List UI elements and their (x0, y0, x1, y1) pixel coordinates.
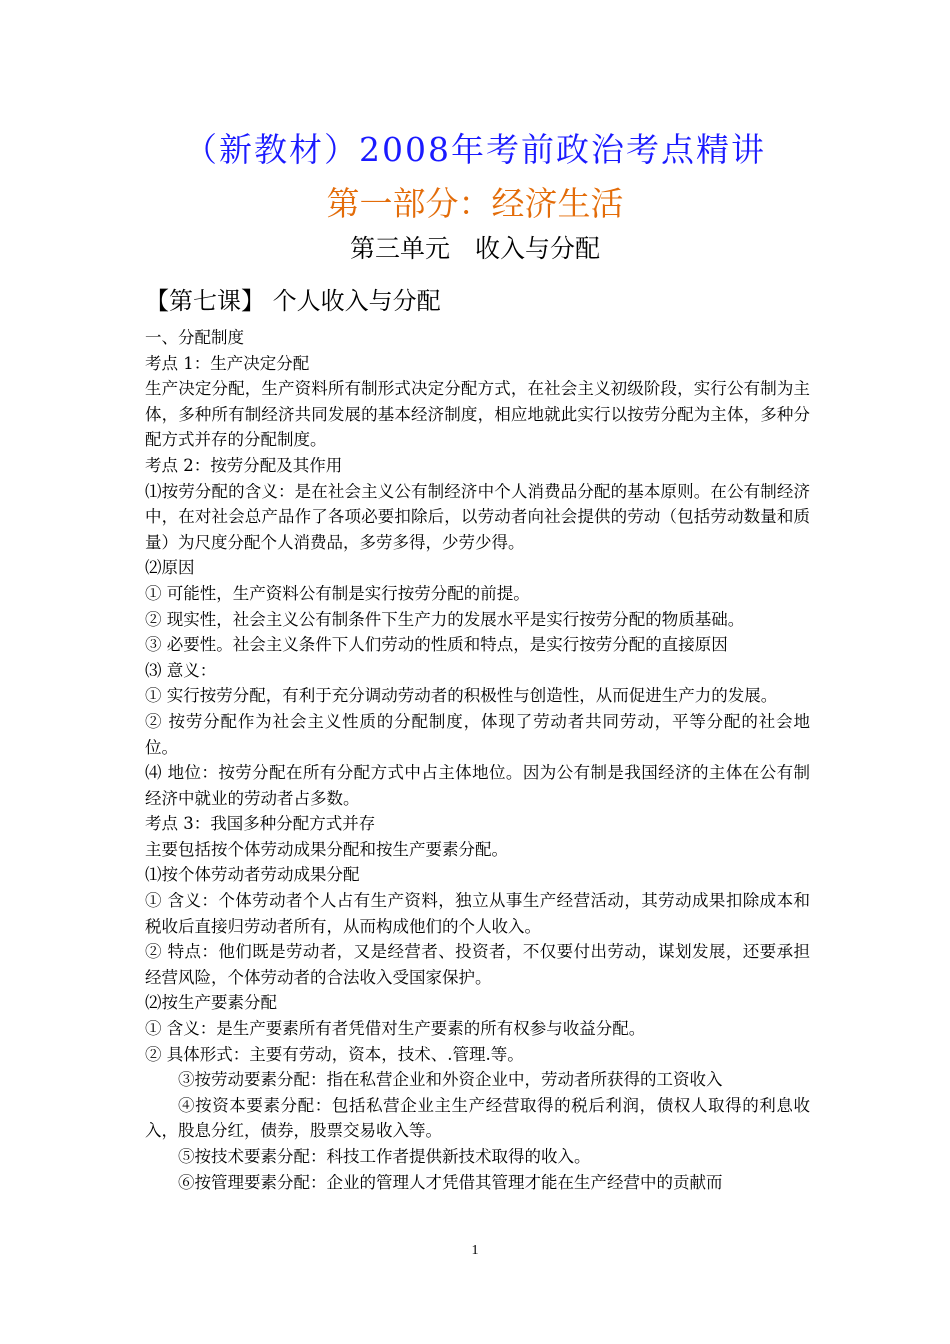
list-item: ② 现实性，社会主义公有制条件下生产力的发展水平是实行按劳分配的物质基础。 (145, 609, 745, 629)
document-title: （新教材）2008年考前政治考点精讲 (184, 130, 766, 169)
paragraph: ⑴按劳分配的含义：是在社会主义公有制经济中个人消费品分配的基本原则。在公有制经济中，在对社会总产品作了各项必要扣除后，以劳动者向社会提供的劳动（包括劳动数量和质量）为尺度分配个人消费品，多劳多得，少劳少得。 (145, 481, 810, 552)
exam-point-heading: 考点 3：我国多种分配方式并存 (145, 814, 376, 834)
subheading: ⑵原因 (145, 558, 195, 578)
subheading: ⑴按个体劳动者劳动成果分配 (145, 865, 360, 885)
lesson-title: 【第七课】 个人收入与分配 (145, 287, 441, 315)
list-item: ③按劳动要素分配：指在私营企业和外资企业中，劳动者所获得的工资收入 (178, 1070, 723, 1090)
paragraph: 生产决定分配，生产资料所有制形式决定分配方式，在社会主义初级阶段，实行公有制为主体，多种所有制经济共同发展的基本经济制度，相应地就此实行以按劳分配为主体，多种分配方式并存的分配制度。 (145, 379, 810, 450)
list-item: ④按资本要素分配：包括私营企业主生产经营取得的税后利润，债权人取得的利息收入，股息分红，债券，股票交易收入等。 (145, 1095, 810, 1141)
list-item: ③ 必要性。社会主义条件下人们劳动的性质和特点，是实行按劳分配的直接原因 (145, 635, 728, 655)
list-item: ① 可能性，生产资料公有制是实行按劳分配的前提。 (145, 583, 530, 603)
page-number: 1 (471, 1243, 479, 1258)
subheading: ⑵按生产要素分配 (145, 993, 277, 1013)
section-heading: 一、分配制度 (145, 328, 244, 347)
list-item: ⑥按管理要素分配：企业的管理人才凭借其管理才能在生产经营中的贡献而 (178, 1172, 723, 1192)
paragraph: 主要包括按个体劳动成果分配和按生产要素分配。 (145, 839, 508, 859)
unit-title: 第三单元 收入与分配 (349, 234, 600, 263)
list-item: ① 含义：是生产要素所有者凭借对生产要素的所有权参与收益分配。 (145, 1019, 646, 1039)
list-item: ② 特点：他们既是劳动者，又是经营者、投资者，不仅要付出劳动，谋划发展，还要承担经营风险，个体劳动者的合法收入受国家保护。 (145, 942, 810, 987)
list-item: ① 实行按劳分配，有利于充分调动劳动者的积极性与创造性，从而促进生产力的发展。 (145, 686, 778, 706)
list-item: ② 具体形式：主要有劳动，资本，技术、.管理.等。 (145, 1044, 524, 1064)
list-item: ② 按劳分配作为社会主义性质的分配制度，体现了劳动者共同劳动，平等分配的社会地位。 (145, 711, 810, 757)
document-body (145, 325, 810, 1195)
list-item: ⑤按技术要素分配：科技工作者提供新技术取得的收入。 (178, 1147, 591, 1166)
exam-point-heading: 考点 2：按劳分配及其作用 (145, 455, 343, 475)
paragraph: ⑷ 地位：按劳分配在所有分配方式中占主体地位。因为公有制是我国经济的主体在公有制经济中就业的劳动者占多数。 (145, 763, 810, 808)
subheading: ⑶ 意义： (145, 660, 217, 680)
list-item: ① 含义：个体劳动者个人占有生产资料，独立从事生产经营活动，其劳动成果扣除成本和税收后直接归劳动者所有，从而构成他们的个人收入。 (145, 891, 810, 936)
part-title: 第一部分：经济生活 (326, 184, 624, 223)
exam-point-heading: 考点 1：生产决定分配 (145, 353, 310, 373)
